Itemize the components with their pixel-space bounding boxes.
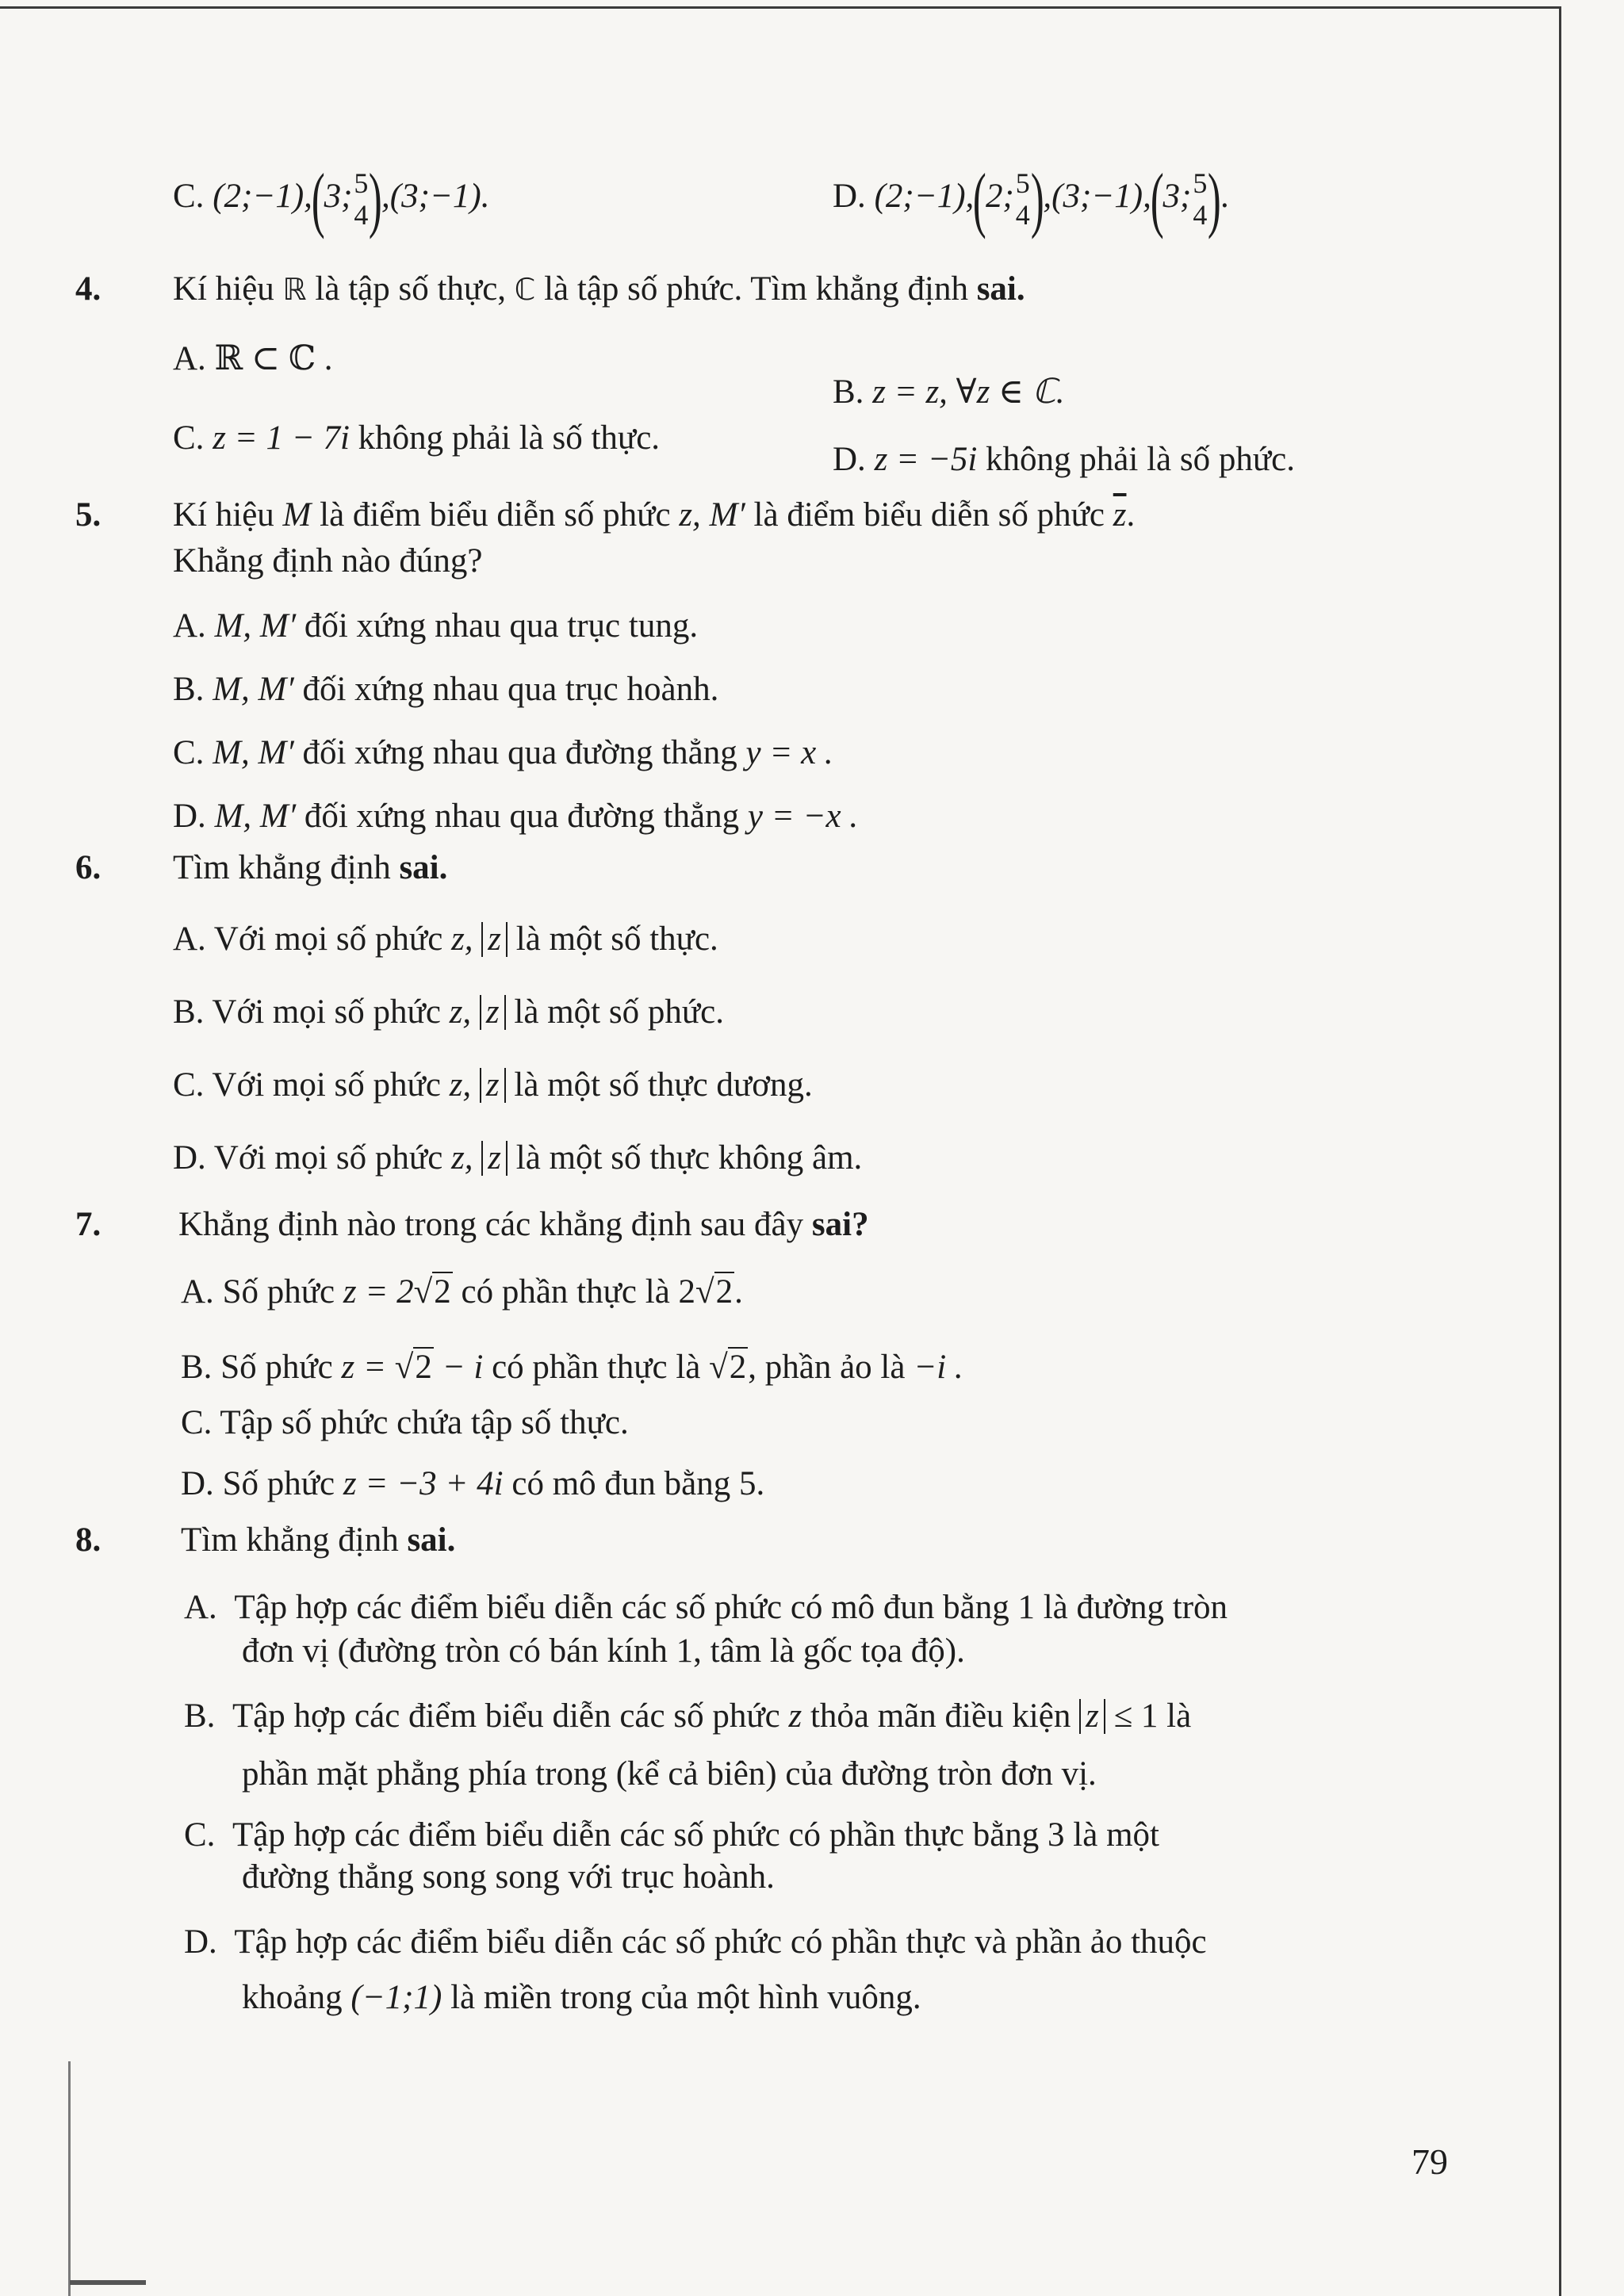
q6-option-a: A. Với mọi số phức z, z là một số thực. — [173, 920, 718, 958]
math-text: (2;−1), — [213, 177, 312, 215]
q7-number: 7. — [75, 1206, 102, 1243]
q6-stem: Tìm khẳng định sai. — [173, 849, 448, 886]
option-label: C. — [173, 177, 205, 215]
z-conjugate: $\overline{z}$ — [1113, 496, 1127, 534]
page-number: 79 — [1411, 2141, 1448, 2182]
q4-stem: Kí hiệu ℝ là tập số thực, ℂ là tập số phức. Tìm khẳng định sai. — [173, 270, 1025, 308]
q4-number: 4. — [75, 270, 102, 308]
q8-option-c-line1: C. Tập hợp các điểm biểu diễn các số phức có phần thực bằng 3 là một — [184, 1816, 1159, 1854]
q6-number: 6. — [75, 849, 102, 886]
fraction: 5 4 — [1193, 167, 1208, 231]
q5-option-c: C. M, M′ đối xứng nhau qua đường thẳng y = x . — [173, 734, 833, 771]
q7-stem: Khẳng định nào trong các khẳng định sau đây sai? — [178, 1206, 869, 1243]
q6-option-b: B. Với mọi số phức z, z là một số phức. — [173, 993, 724, 1031]
bottom-corner-mark — [70, 2280, 146, 2285]
fraction: 5 4 — [354, 167, 369, 231]
option-label: D. — [833, 177, 866, 215]
q6-option-c: C. Với mọi số phức z, z là một số thực dương. — [173, 1066, 813, 1104]
q7-option-d: D. Số phức z = −3 + 4i có mô đun bằng 5. — [181, 1465, 765, 1502]
top-border-line — [0, 6, 1561, 9]
fraction: 5 4 — [1015, 167, 1030, 231]
left-edge-shadow — [68, 2061, 71, 2296]
q5-stem-line2: Khẳng định nào đúng? — [173, 542, 483, 580]
q7-option-c: C. Tập số phức chứa tập số thực. — [181, 1404, 629, 1441]
q8-option-a-line1: A. Tập hợp các điểm biểu diễn các số phức có mô đun bằng 1 là đường tròn — [184, 1589, 1228, 1626]
q6-option-d: D. Với mọi số phức z, z là một số thực không âm. — [173, 1139, 863, 1177]
q8-option-a-line2: đơn vị (đường tròn có bán kính 1, tâm là gốc tọa độ). — [242, 1632, 965, 1670]
q8-option-b-line1: B. Tập hợp các điểm biểu diễn các số phức z thỏa mãn điều kiện z ≤ 1 là — [184, 1697, 1192, 1735]
right-border-line — [1559, 6, 1561, 2296]
q4-option-a: A. ℝ ⊂ ℂ . — [173, 340, 333, 377]
q5-option-d: D. M, M′ đối xứng nhau qua đường thẳng y = −x . — [173, 798, 859, 835]
q4-option-b: B. z = z, ∀z ∈ ℂ. — [833, 373, 1065, 411]
q8-option-d-line1: D. Tập hợp các điểm biểu diễn các số phức có phần thực và phần ảo thuộc — [184, 1923, 1207, 1961]
q7-option-b: B. Số phức z = √2 − i có phần thực là √2, phần ảo là −i . — [181, 1349, 963, 1386]
q3-option-c: C. (2;−1),(3; 5 4 ),(3;−1). — [173, 159, 490, 239]
q8-number: 8. — [75, 1521, 102, 1559]
q8-option-d-line2: khoảng (−1;1) là miền trong của một hình vuông. — [242, 1979, 921, 2016]
q3-option-d: D. (2;−1),(2; 5 4 ),(3;−1),(3; 5 4 ). — [833, 159, 1229, 239]
q5-stem-line1: Kí hiệu M là điểm biểu diễn số phức z, M′ là điểm biểu diễn số phức $\overline{z}$. — [173, 496, 1136, 534]
q8-stem: Tìm khẳng định sai. — [181, 1521, 456, 1559]
q8-option-b-line2: phần mặt phẳng phía trong (kể cả biên) của đường tròn đơn vị. — [242, 1755, 1097, 1793]
q8-option-c-line2: đường thẳng song song với trục hoành. — [242, 1858, 775, 1896]
q4-option-d: D. z = −5i không phải là số phức. — [833, 441, 1295, 478]
q7-option-a: A. Số phức z = 2√2 có phần thực là 2√2. — [181, 1273, 743, 1311]
q5-option-b: B. M, M′ đối xứng nhau qua trục hoành. — [173, 671, 719, 708]
q5-number: 5. — [75, 496, 102, 534]
q5-option-a: A. M, M′ đối xứng nhau qua trục tung. — [173, 607, 699, 645]
q4-option-c: C. z = 1 − 7i không phải là số thực. — [173, 419, 661, 457]
